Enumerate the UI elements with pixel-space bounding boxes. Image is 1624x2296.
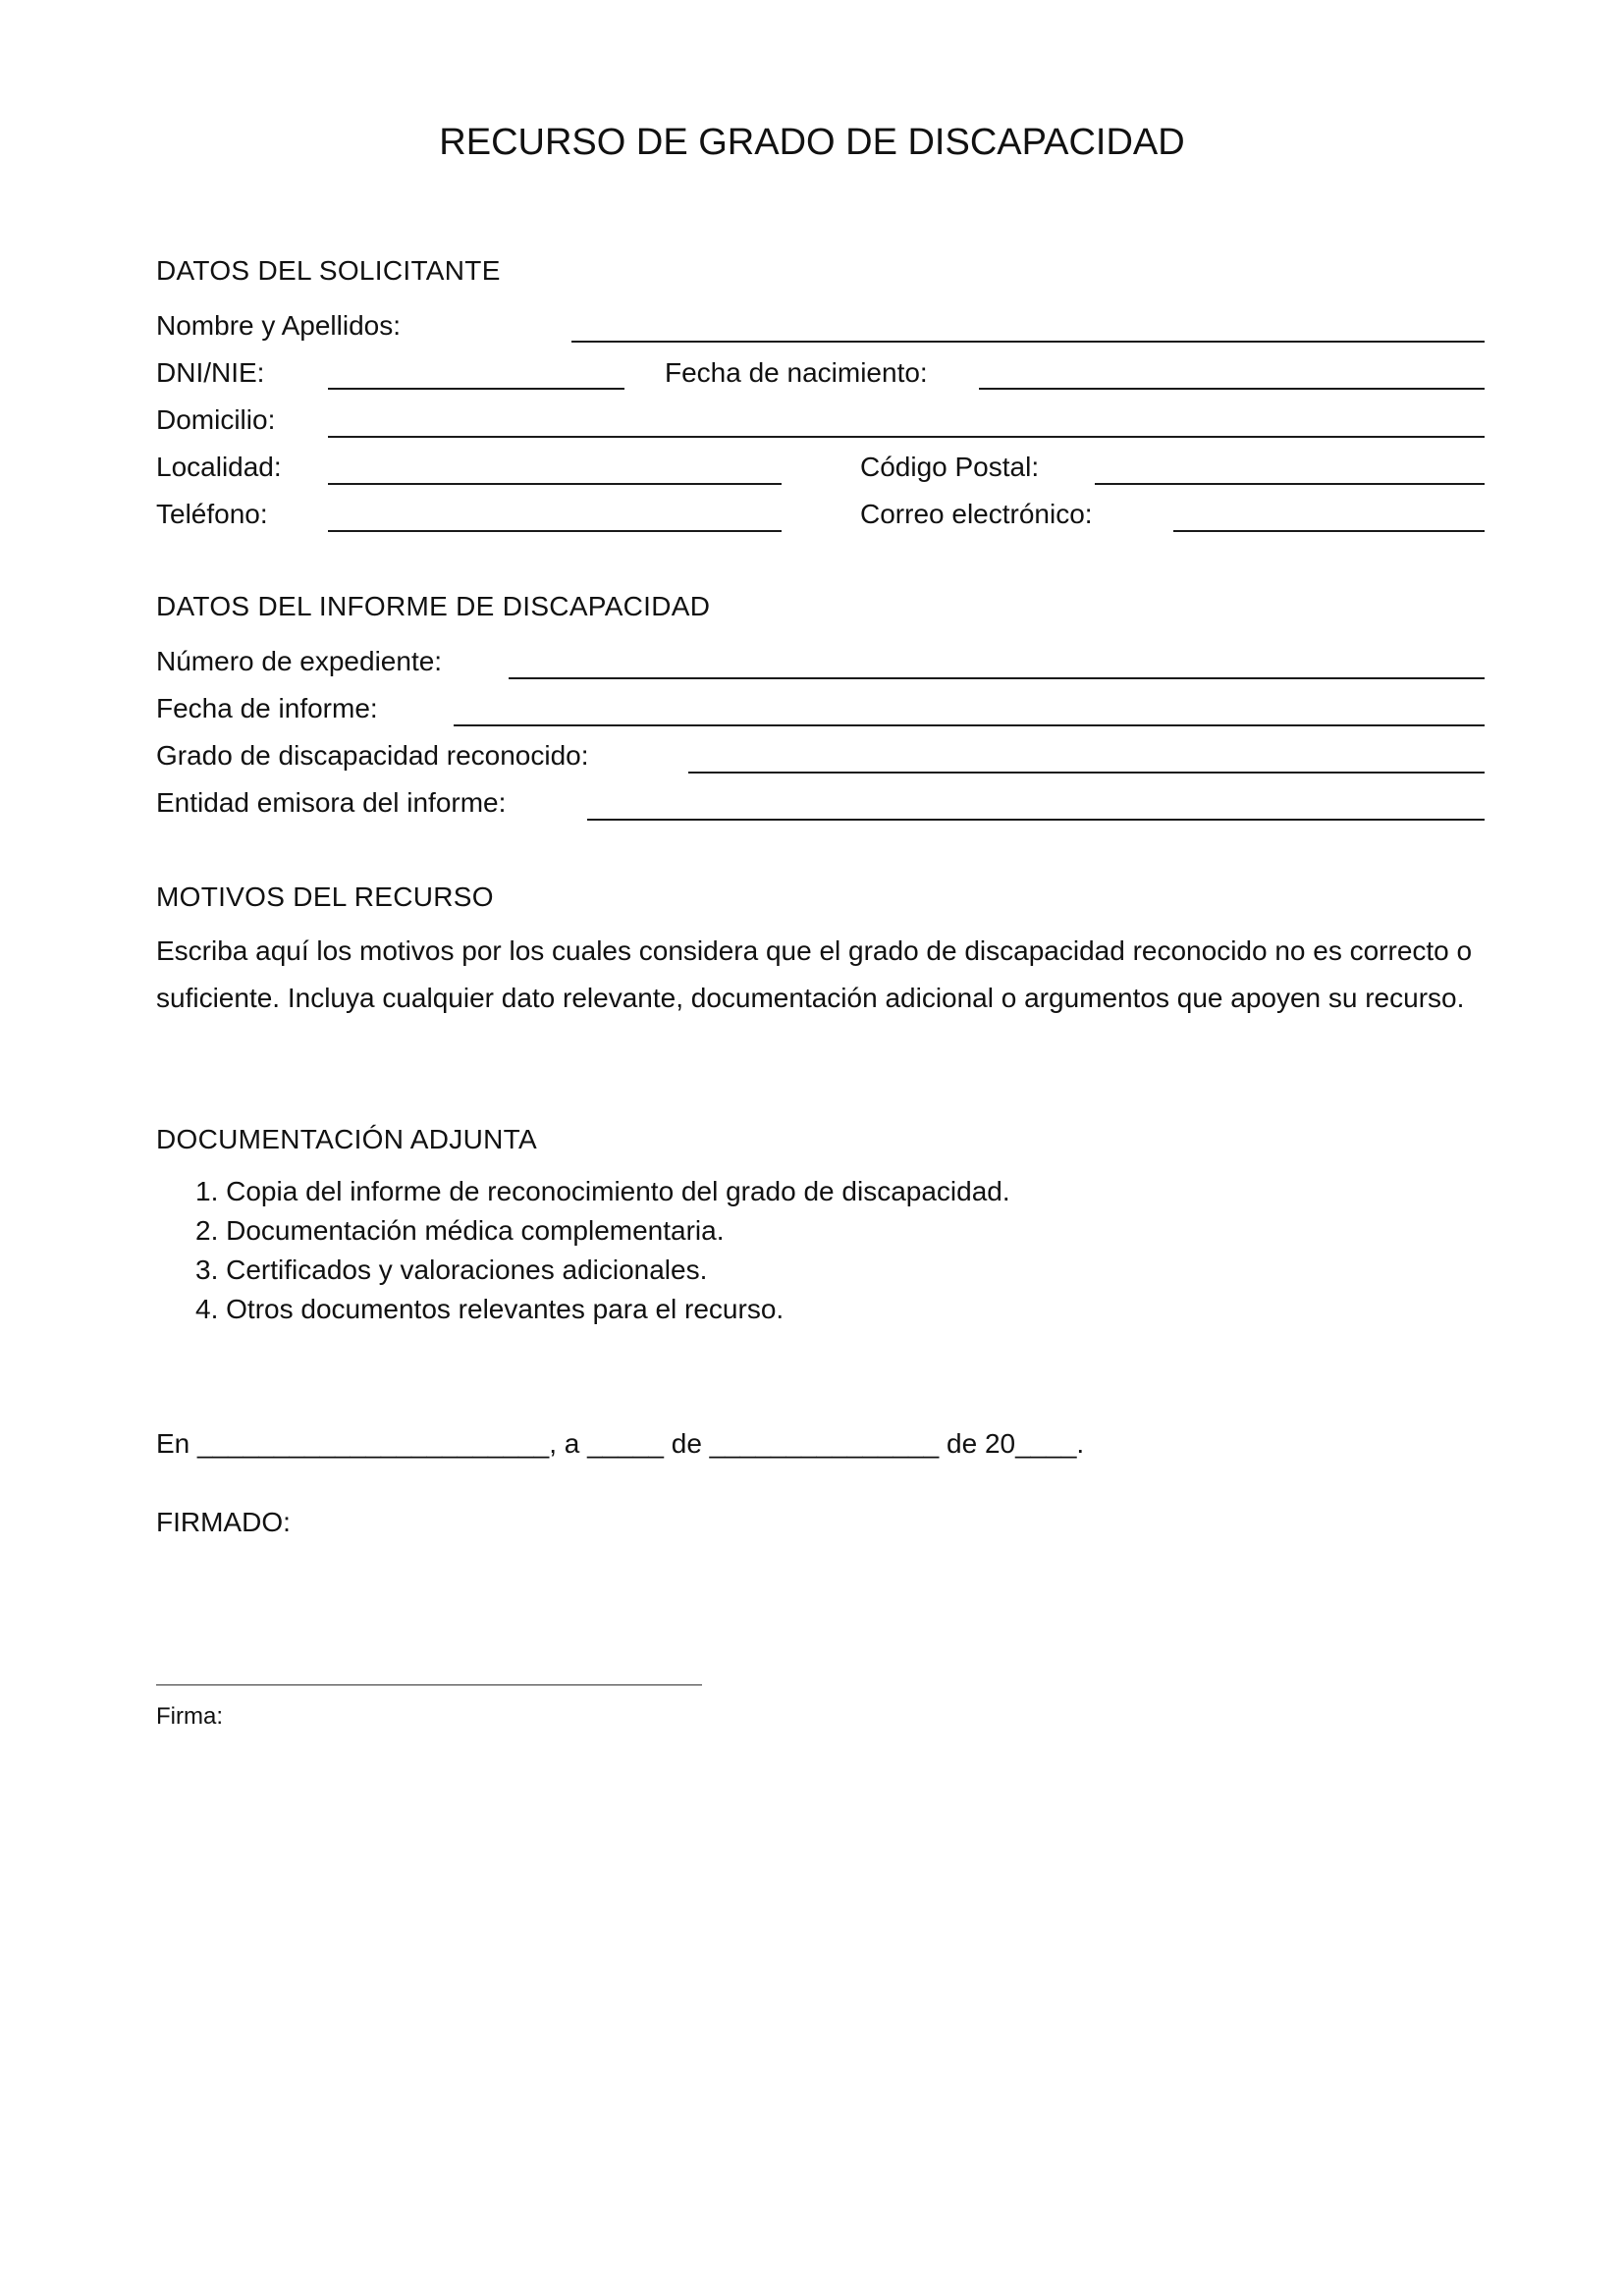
- section-heading-informe: DATOS DEL INFORME DE DISCAPACIDAD: [156, 591, 711, 621]
- motivos-text: Escriba aquí los motivos por los cuales considera que el grado de discapacidad reconocido no es correcto o suficiente. Incluya cualquier dato relevante, documentación adicional o argumentos que apoyen su recurso.: [156, 935, 1473, 1013]
- telefono-label: Teléfono:: [156, 499, 268, 529]
- entidad-label: Entidad emisora del informe:: [156, 787, 507, 818]
- dni-label: DNI/NIE:: [156, 357, 265, 388]
- list-item: 4. Otros documentos relevantes para el recurso.: [195, 1294, 785, 1324]
- domicilio-field[interactable]: [328, 436, 1485, 438]
- grado-label: Grado de discapacidad reconocido:: [156, 740, 589, 771]
- section-heading-solicitante: DATOS DEL SOLICITANTE: [156, 255, 501, 286]
- section-heading-documentacion: DOCUMENTACIÓN ADJUNTA: [156, 1124, 537, 1154]
- fecha-nacimiento-field[interactable]: [979, 388, 1485, 390]
- firmado-label: FIRMADO:: [156, 1507, 291, 1537]
- documentacion-list: [195, 1172, 1010, 1329]
- page-title: RECURSO DE GRADO DE DISCAPACIDAD: [439, 122, 1185, 163]
- codigo-postal-label: Código Postal:: [860, 452, 1040, 482]
- codigo-postal-field[interactable]: [1095, 483, 1485, 485]
- telefono-field[interactable]: [328, 530, 782, 532]
- fecha-informe-label: Fecha de informe:: [156, 693, 378, 723]
- expediente-field[interactable]: [509, 677, 1485, 679]
- fecha-nacimiento-label: Fecha de nacimiento:: [665, 357, 928, 388]
- dni-field[interactable]: [328, 388, 624, 390]
- fecha-informe-field[interactable]: [454, 724, 1485, 726]
- grado-field[interactable]: [688, 772, 1485, 774]
- firma-label: Firma:: [156, 1703, 223, 1730]
- correo-label: Correo electrónico:: [860, 499, 1093, 529]
- section-heading-motivos: MOTIVOS DEL RECURSO: [156, 881, 494, 912]
- localidad-field[interactable]: [328, 483, 782, 485]
- expediente-label: Número de expediente:: [156, 646, 443, 676]
- entidad-field[interactable]: [587, 819, 1485, 821]
- signature-line[interactable]: [156, 1684, 702, 1685]
- nombre-label: Nombre y Apellidos:: [156, 310, 402, 341]
- localidad-label: Localidad:: [156, 452, 282, 482]
- nombre-field[interactable]: [571, 341, 1485, 343]
- list-item: 2. Documentación médica complementaria.: [195, 1215, 725, 1246]
- place-date-line[interactable]: En _______________________, a _____ de _______________ de 20____.: [156, 1428, 1085, 1459]
- domicilio-label: Domicilio:: [156, 404, 276, 435]
- correo-field[interactable]: [1173, 530, 1485, 532]
- list-item: 3. Certificados y valoraciones adicionales.: [195, 1255, 708, 1285]
- list-item: 1. Copia del informe de reconocimiento del grado de discapacidad.: [195, 1176, 1010, 1206]
